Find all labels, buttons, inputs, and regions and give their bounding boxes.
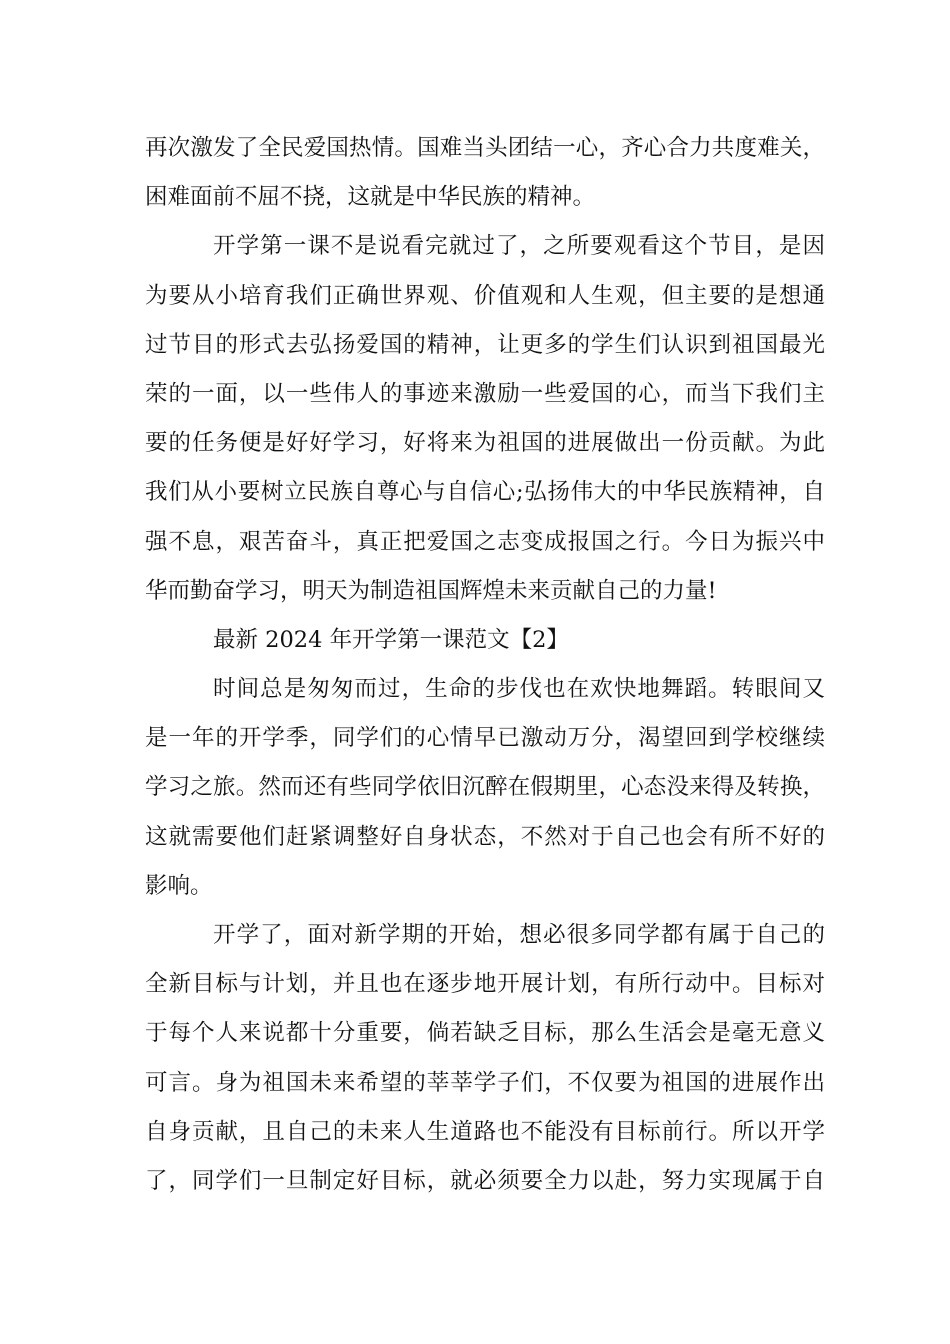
text-line: 华而勤奋学习，明天为制造祖国辉煌未来贡献自己的力量! xyxy=(145,577,717,604)
text-line: 过节目的形式去弘扬爱国的精神，让更多的学生们认识到祖国最光 xyxy=(145,331,825,358)
text-line: 学习之旅。然而还有些同学依旧沉醉在假期里，心态没来得及转换， xyxy=(145,774,825,801)
text-line: 强不息，艰苦奋斗，真正把爱国之志变成报国之行。今日为振兴中 xyxy=(145,528,825,555)
text-line: 这就需要他们赶紧调整好自身状态，不然对于自己也会有所不好的 xyxy=(145,823,825,850)
text-line: 荣的一面，以一些伟人的事迹来激励一些爱国的心，而当下我们主 xyxy=(145,380,825,407)
paragraph-first-line: 开学第一课不是说看完就过了，之所要观看这个节目，是因 xyxy=(213,233,825,260)
text-line: 为要从小培育我们正确世界观、价值观和人生观，但主要的是想通 xyxy=(145,282,825,309)
text-line: 要的任务便是好好学习，好将来为祖国的进展做出一份贡献。为此 xyxy=(145,430,825,457)
paragraph-first-line: 时间总是匆匆而过，生命的步伐也在欢快地舞蹈。转眼间又 xyxy=(213,676,825,703)
text-line: 影响。 xyxy=(145,872,213,899)
text-line: 自身贡献，且自己的未来人生道路也不能没有目标前行。所以开学 xyxy=(145,1118,825,1145)
text-line: 可言。身为祖国未来希望的莘莘学子们，不仅要为祖国的进展作出 xyxy=(145,1069,825,1096)
text-line: 我们从小要树立民族自尊心与自信心;弘扬伟大的中华民族精神，自 xyxy=(145,479,825,506)
text-line: 困难面前不屈不挠，这就是中华民族的精神。 xyxy=(145,184,596,211)
section-heading: 最新 2024 年开学第一课范文【2】 xyxy=(213,626,569,653)
text-line: 了，同学们一旦制定好目标，就必须要全力以赴，努力实现属于自 xyxy=(145,1167,825,1194)
document-body xyxy=(145,128,825,1210)
paragraph-first-line: 开学了，面对新学期的开始，想必很多同学都有属于自己的 xyxy=(213,922,825,948)
text-line: 是一年的开学季，同学们的心情早已激动万分，渴望回到学校继续 xyxy=(145,725,825,752)
text-line: 全新目标与计划，并且也在逐步地开展计划，有所行动中。目标对 xyxy=(145,971,825,998)
text-line: 于每个人来说都十分重要，倘若缺乏目标，那么生活会是毫无意义 xyxy=(145,1020,825,1047)
text-line: 再次激发了全民爱国热情。国难当头团结一心，齐心合力共度难关， xyxy=(145,135,825,161)
